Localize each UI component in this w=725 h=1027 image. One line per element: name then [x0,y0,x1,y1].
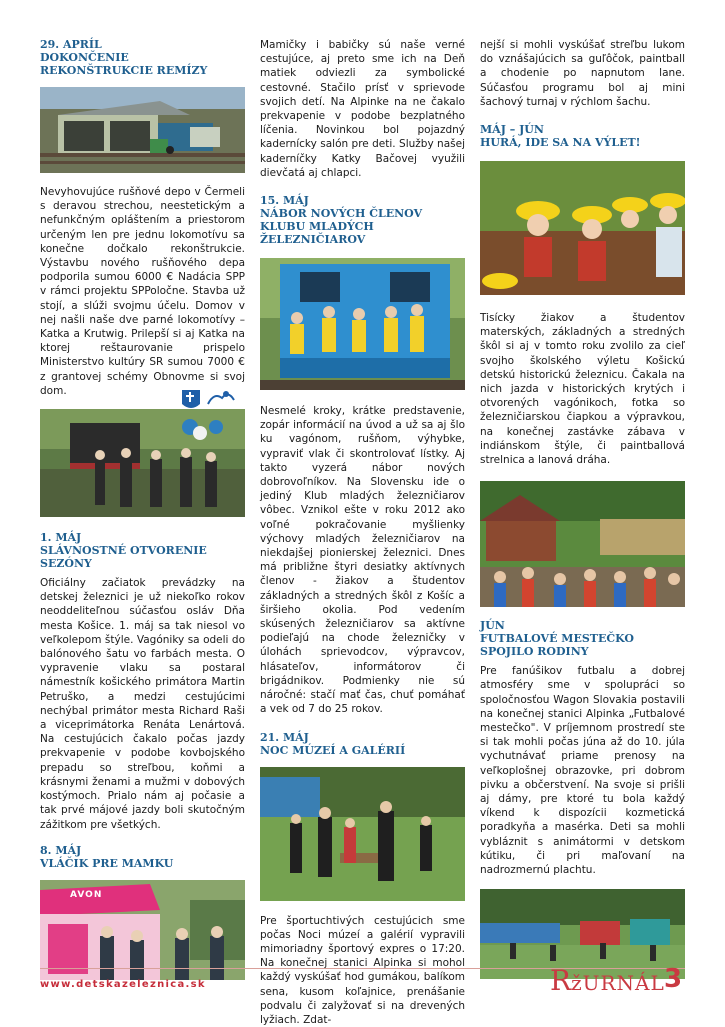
heading-remiza: 29. APRÍL DOKONČENIE REKONŠTRUKCIE REMÍZY [40,38,245,77]
text-mothers-day: Mamičky i babičky sú naše verné cestujúce, aj preto sme ich na Deň matiek odviezli za symbolické cestovné. Stačilo prísť v sprievode svojich detí. Na Alpinke na ne čakalo prekvapenie v podobe bezplatného líčenia. Novinkou bol pojazdný kadernícky salón pre deti. Služby našej kaderníčky Katky Bačovej využili dievčatá aj chlapci. [260,38,465,180]
column-2 [260,38,465,1027]
text-football: Pre fanúšikov futbalu a dobrej atmosféry sme v spolupráci so spoločnosťou Wagon Slovakia postavili na konečnej stanici Alpinka „Futbalové mestečko". V príjemnom prostredí ste si tak mohli počas júna až do 10. júla vychutnávať priame prenosy na veľkoplošnej obrazovke, pri dobrom pivku a občerstvení. Na svoje si prišli aj dámy, pre ktoré tu bola každý víkend k dispozícii kozmetická poradkyňa a masérka. Deti sa mohli vybláznit s animátormi v detskom kútiku, či pri maľovaní na nadrozmernú plachtu. [480,664,685,877]
text-museum-night: Pre športuchtivých cestujúcich sme počas Noci múzeí a galérií vypravili mimoriadny športový expres o 17:20. Na konečnej stanici Alpinka si mohol každý vyskúšať hod gumákou, balíkom sena, kusom koľajnice, prenášanie podvalu či zalyžovať si na drevených lyžiach. Zdat- [260,914,465,1027]
photo-opening [40,409,245,517]
trips-kids-illustration [480,161,685,295]
heading-opening: 1. MÁJ SLÁVNOSTNÉ OTVORENIE SEZÓNY [40,531,245,570]
text-opening: Oficiálny začiatok prevádzky na detskej železnici je už niekoľko rokov neoddeliteľnou súčasťou osláv Dňa mesta Košice. 1. máj sa tak niesol vo veľkolepom štýle. Vagóniky sa odeli do balónového šatu vo farbách mesta. O vypravenie vlaku sa postaral námestník košického primátora Martin Petruško, a medzi cestujúcimi nechýbal primátor mesta Richard Raši a viceprimátorka Renáta Lenártová. Na cestujúcich čakalo počas jazdy prekvapenie v podobe kovbojského prepadu so streľbou, koňmi a krásnymi ženami a mužmi v dobových kostýmoch. Prialo nám aj počasie a tak prvé májové jazdy boli skutočným zážitkom pre všetkých. [40,576,245,832]
heading-trips: MÁJ – JÚN HURÁ, IDE SA NA VÝLET! [480,123,685,149]
photo-trips [480,161,685,295]
brand-r: R [550,966,571,996]
heading-club: 15. MÁJ NÁBOR NOVÝCH ČLENOV KLUBU MLADÝCH ŽELEZNIČIAROV [260,194,465,246]
page-number: 3 [664,964,682,994]
footer-url[interactable]: www.detskazeleznica.sk [40,979,206,990]
text-trips: Tisícky žiakov a študentov materských, základných a stredných škôl si aj v tomto roku zvolilo za cieľ svojho školského výletu Košickú detskú historickú železnicu. Čakala na nich jazda v historických krytých i otvorených vagónikoch, fotka so železničiarskou čiapkou a výpravkou, na konečnej zastávke zábava v indiánskom štýle, či paintballová strelnica a lanová dráha. [480,311,685,467]
text-museum-night-cont: nejší si mohli vyskúšať streľbu lukom do vznášajúcich sa guľôčok, paintball a chodenie po napnutom lane. Súčasťou programu bol aj mini šachový turnaj v rýchlom šachu. [480,38,685,109]
heading-museum-night: 21. MÁJ NOC MÚZEÍ A GALÉRIÍ [260,731,465,757]
museum-night-illustration [260,767,465,901]
depot-illustration [40,87,245,173]
text-club: Nesmelé kroky, krátke predstavenie, zopár informácií na úvod a už sa aj šlo ku vagónom, rušňom, výhybke, vypraviť vlak či skontrolovať lístky. Aj takto vyzerá nábor nových dobrovoľníkov. Na Slovensku ide o jediný Klub mladých železničiarov vôbec. Vznikol ešte v roku 2012 ako voľné pokračovanie myšlienky výchovy mladých železničiarov na niekdajšej pionierskej železnici. Dnes má približne štyri desiatky aktívnych členov - žiakov a študentov základných a stredných škôl z Košíc a širšieho okolia. Pod vedením skúsených železničiarov sa aktívne podieľajú na chode železničky v úlohách sprievodcov, výpravcov, hlásateľov, informátorov či brigádnikov. Podmienky nie sú náročné: stačí mať čas, chuť pomáhať a vek od 7 do 25 rokov. [260,404,465,716]
photo-depot [40,87,245,173]
footer-brand-logo [550,966,665,996]
photo-museum-night [260,767,465,901]
photo-club [260,258,465,390]
opening-illustration [40,409,245,517]
column-3 [480,38,685,979]
photo-avon [40,880,245,980]
heading-football: JÚN FUTBALOVÉ MESTEČKO SPOJILO RODINY [480,619,685,658]
column-1 [40,38,245,980]
text-remiza: Nevyhovujúce rušňové depo v Čermeli s deravou strechou, neestetickým a nefunkčným opláštením a priestorom určeným len pre jednu lokomotívu sa konečne dočkalo rekonštrukcie. Výstavbu nového rušňového depa podporila sumou 6000 € Nadácia SPP v rámci projektu SPPoločne. Stavba už stojí, a slúži svojmu účelu. Domov v nej našli naše dve parné lokomotívy – Katka a Krutwig. Prilepší si aj Katka na ktorej reštaurovanie prispelo Ministerstvo kultúry SR sumou 7000 € z grantovej schémy Obnovme si svoj dom. [40,185,245,398]
photo-indian-camp [480,481,685,607]
heading-mothers-day: 8. MÁJ VLÁČIK PRE MAMKU [40,844,245,870]
avon-label: AVON [70,890,102,900]
club-locomotive-illustration [260,258,465,390]
brand-name: žURNÁL [571,971,665,995]
indian-camp-illustration [480,481,685,607]
